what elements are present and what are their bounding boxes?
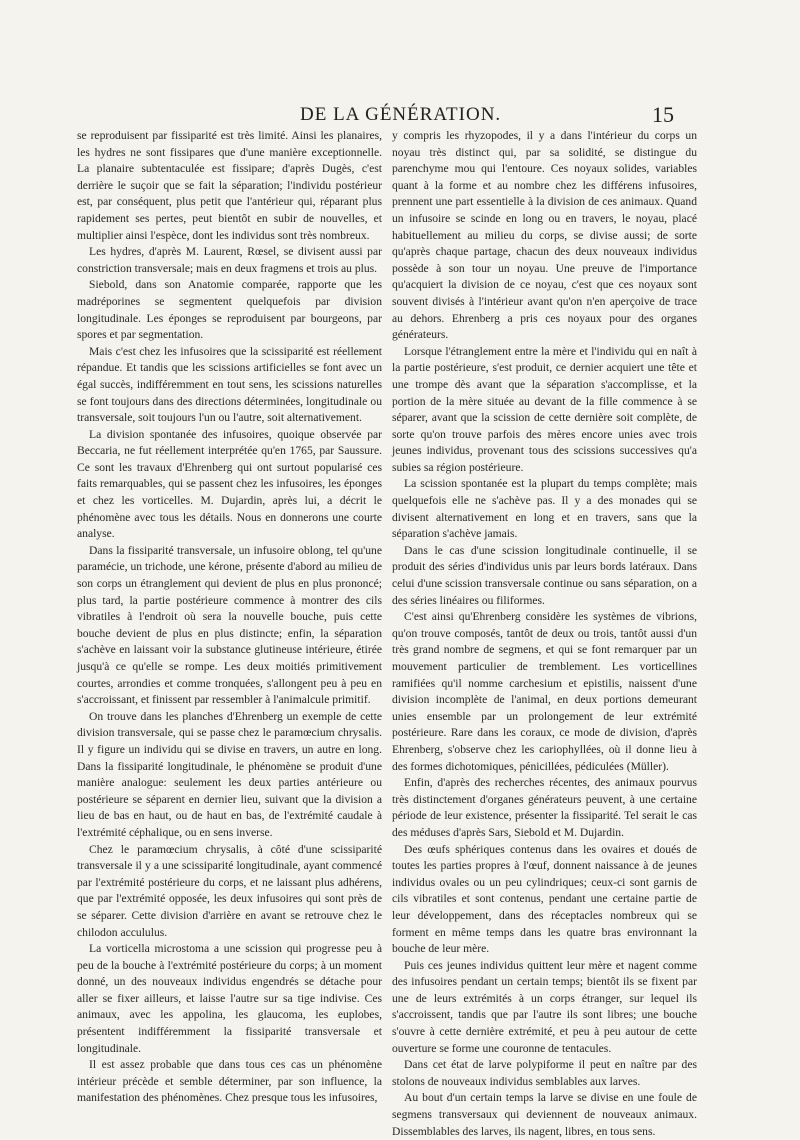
paragraph: Dans le cas d'une scission longitudinale continuelle, il se produit des séries d'individus unis par leurs bords latéraux. Dans celui d'une scission transversale continue ou sans séparation, on a des séries linéaires ou filiformes. (392, 543, 697, 607)
right-column (392, 128, 697, 1140)
paragraph: Il est assez probable que dans tous ces cas un phénomène intérieur précède et semble déterminer, par son influence, la manifestation des phénomènes. Chez presque tous les infusoires, (77, 1058, 382, 1105)
left-column (77, 128, 382, 1107)
paragraph: Dans cet état de larve polypiforme il peut en naître par des stolons de nouveaux individus semblables aux larves. (392, 1058, 697, 1088)
running-title: DE LA GÉNÉRATION. (300, 104, 502, 125)
paragraph: Puis ces jeunes individus quittent leur mère et nagent comme des infusoires pendant un certain temps; bientôt ils se fixent par une de leurs extrémités à un corps étranger, sur lequel ils s'accroissent, tandis que par l'autre ils sont libres; une bouche s'ouvre à cette dernière extrémité, et peu à peu autour de cette ouverture se forme une couronne de tentacules. (392, 958, 697, 1055)
paragraph: Les hydres, d'après M. Laurent, Rœsel, se divisent aussi par constriction transversale; mais en deux fragmens et trois au plus. (77, 245, 382, 275)
paragraph: Mais c'est chez les infusoires que la scissiparité est réellement répandue. Et tandis que les scissions artificielles se font avec un égal succès, indifféremment en tout sens, les scissions naturelles se font toujours dans des directions déterminées, longitudinale ou transversale, soit toujours l'un ou l'autre, soit alternativement. (77, 344, 382, 425)
page-number: 15 (652, 102, 674, 127)
paragraph: La scission spontanée est la plupart du temps complète; mais quelquefois elle ne s'achève pas. Il y a des monades qui se divisent alternativement en long et en travers, sans que la séparation s'achève jamais. (392, 477, 697, 541)
paragraph: Chez le paramœcium chrysalis, à côté d'une scissiparité transversale il y a une scissiparité longitudinale, ayant commencé par l'extrémité postérieure du corps, et ne laissant plus adhérens, que par l'extrémité opposée, les deux infusoires qui sont près de se séparer. Cette division d'arrière en avant se retrouve chez le chilodon accululus. (77, 842, 382, 939)
paragraph: Lorsque l'étranglement entre la mère et l'individu qui en naît à la partie postérieure, s'est produit, ce dernier acquiert une tête et une trompe dès avant que la séparation s'accomplisse, et la portion de la mère située au devant de la fille commence à se séparer, avant que la scission de cette dernière soit complète, de sorte qu'on trouve parfois des mères encore unies avec trois jeunes individus, provenant tous des scissions successives qu'a subies sa région postérieure. (392, 344, 697, 474)
paragraph: On trouve dans les planches d'Ehrenberg un exemple de cette division transversale, qui se passe chez le paramœcium chrysalis. Il y figure un individu qui se divise en travers, un autre en long. Dans la fissiparité longitudinale, le phénomène se produit d'une manière analogue: seulement les deux parties antérieure ou postérieure se séparent en dernier lieu, suivant que la division a lieu de bas en haut, ou de haut en bas, de l'extrémité caudale à l'extrémité céphalique, ou en sens inverse. (77, 709, 382, 839)
paragraph: Siebold, dans son Anatomie comparée, rapporte que les madréporines se segmentent quelquefois par division longitudinale. Les éponges se reproduisent par bourgeons, par spores et par segmentation. (77, 278, 382, 342)
paragraph: La division spontanée des infusoires, quoique observée par Beccaria, ne fut réellement interprétée qu'en 1765, par Saussure. Ce sont les travaux d'Ehrenberg qui ont surtout popularisé ces faits remarquables, qui se passent chez les infusoires, les éponges et chez les vorticelles. M. Dujardin, après lui, a décrit le phénomène avec tous les détails. Nous en donnerons une courte analyse. (77, 427, 382, 541)
paragraph: y compris les rhyzopodes, il y a dans l'intérieur du corps un noyau très distinct qui, par sa solidité, se distingue du parenchyme mou qui l'entoure. Ces noyaux solides, variables quant à la forme et au nombre chez les différens infusoires, prennent une part essentielle à la division de ces animaux. Quand un infusoire se scinde en long ou en travers, le noyau, placé habituellement au milieu du corps, se divise aussi; de sorte qu'après chaque partage, chacun des deux nouveaux individus possède à son tour un noyau. Une preuve de l'importance qu'acquiert la division de ce noyau, c'est que ces noyaux sont souvent divisés à l'intérieur avant qu'on n'en aperçoive de trace au dehors. Ehrenberg a pris ces noyaux pour des organes générateurs. (392, 129, 697, 342)
paragraph: se reproduisent par fissiparité est très limité. Ainsi les planaires, les hydres ne sont fissipares que d'une manière exceptionnelle. La planaire subtentaculée est fissipare; d'après Dugès, c'est derrière le suçoir que se fait la séparation; l'individu postérieur est, par conséquent, plus petit que l'antérieur qui, réparant plus rapidement ses pertes, peut bientôt en subir de nouvelles, et multiplier ainsi l'espèce, dont les individus sont très nombreux. (77, 129, 382, 242)
paragraph: Au bout d'un certain temps la larve se divise en une foule de segmens transversaux qui deviennent de nouveaux animaux. Dissemblables des larves, ils nagent, libres, en tous sens. (392, 1091, 697, 1138)
paragraph: Enfin, d'après des recherches récentes, des animaux pourvus très distinctement d'organes générateurs peuvent, à une certaine période de leur existence, présenter la fissiparité. Tel serait le cas des méduses d'après Sars, Siebold et M. Dujardin. (392, 776, 697, 839)
paragraph: C'est ainsi qu'Ehrenberg considère les systèmes de vibrions, qu'on trouve composés, tantôt de deux ou trois, tantôt aussi d'un très grand nombre de segmens, et qui se font remarquer par un mouvement particulier de tremblement. Les vorticellines ramifiées qu'il nomme carchesium et epistilis, naissent d'une division incomplète de l'animal, en deux portions demeurant unies ensemble par un prolongement de leur extrémité postérieure. Rare dans les coraux, ce mode de division, d'après Ehrenberg, s'observe chez les cariophyllées, où il donne lieu à des formes dichotomiques, pénicillées, pédiculées (Müller). (392, 610, 697, 773)
paragraph: La vorticella microstoma a une scission qui progresse peu à peu de la bouche à l'extrémité postérieure du corps; à un moment donné, un des nouveaux individus engendrés se détache pour aller se fixer ailleurs, et laisse l'autre sur sa tige indivise. Ces animaux, avec les appolina, les glaucoma, les euplobes, présentent indifféremment la fissiparité transversale et longitudinale. (77, 942, 382, 1055)
paragraph: Dans la fissiparité transversale, un infusoire oblong, tel qu'une paramécie, un trichode, une kérone, présente d'abord au milieu de son corps un étranglement qui devient de plus en plus prononcé; plus tard, la partie postérieure commence à montrer des cils vibratiles à l'endroit où sera la nouvelle bouche, puis cette bouche devient de plus en plus distincte; enfin, la séparation s'achève en laissant voir la substance glutineuse intérieure, étirée jusqu'à ce qu'elle se rompe. Les deux moitiés primitivement courtes, arrondies et comme tronquées, s'allongent peu à peu en s'accroissant, et finissent par ressembler à l'animalcule primitif. (77, 543, 382, 707)
paragraph: Des œufs sphériques contenus dans les ovaires et doués de toutes les parties propres à l'œuf, donnent naissance à de jeunes individus ovales ou un peu cylindriques; ceux-ci sont garnis de cils vibratiles et sont contenus, pendant une certaine partie de leur développement, dans des réceptacles nombreux qui se forment en même temps dans les quatre bras environnant la bouche de leur mère. (392, 842, 697, 956)
